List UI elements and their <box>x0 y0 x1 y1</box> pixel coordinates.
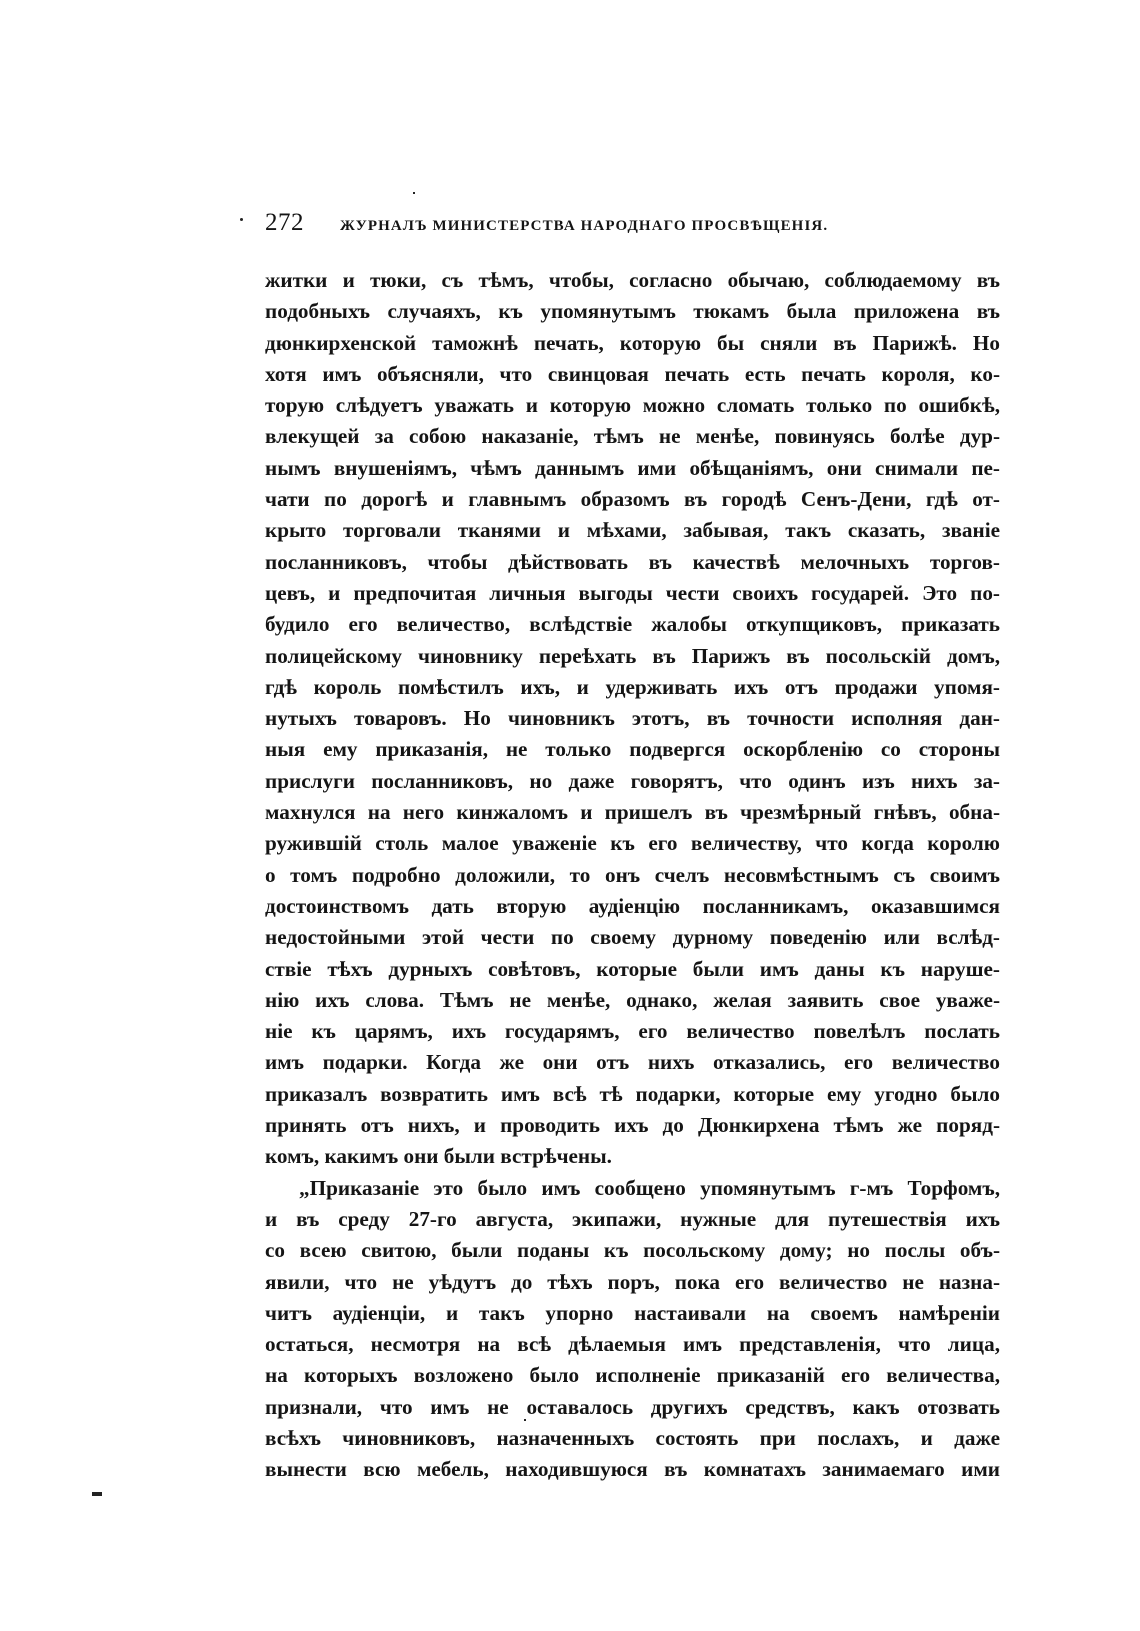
text-line: прислуги посланниковъ, но даже говорятъ, что одинъ изъ нихъ за- <box>265 768 1000 793</box>
text-line: явили, что не уѣдутъ до тѣхъ поръ, пока его величество не назна- <box>265 1269 1000 1294</box>
running-head <box>265 209 1000 239</box>
journal-title: ЖУРНАЛЪ МИНИСТЕРСТВА НАРОДНАГО ПРОСВѢЩЕНІЯ. <box>340 218 829 234</box>
text-line: имъ подарки. Когда же они отъ нихъ отказались, его величество <box>265 1050 1000 1075</box>
scan-speck <box>240 218 243 221</box>
text-line: достоинствомъ дать вторую аудіенцію посланникамъ, оказавшимся <box>265 893 1000 918</box>
text-line: нутыхъ товаровъ. Но чиновникъ этотъ, въ точности исполняя дан- <box>265 706 1000 731</box>
text-line: вынести всю мебель, находившуюся въ комнатахъ занимаемаго ими <box>265 1457 1000 1482</box>
scan-speck <box>524 1419 526 1421</box>
text-line: дюнкирхенской таможнѣ печать, которую бы сняли въ Парижѣ. Но <box>265 330 1000 355</box>
text-line: ніе къ царямъ, ихъ государямъ, его величество повелѣлъ послать <box>265 1019 1000 1044</box>
text-line: ныя ему приказанія, не только подвергся оскорбленію со стороны <box>265 737 1000 762</box>
text-line: крыто торговали тканями и мѣхами, забывая, такъ сказать, званіе <box>265 518 1000 543</box>
text-line: приказалъ возвратить имъ всѣ тѣ подарки, которые ему угодно было <box>265 1081 1000 1106</box>
scan-speck <box>413 192 415 194</box>
text-line: житки и тюки, съ тѣмъ, чтобы, согласно обычаю, соблюдаемому въ <box>265 268 1000 292</box>
text-line: ружившій столь малое уваженіе къ его величеству, что когда королю <box>265 831 1000 856</box>
text-line: и въ среду 27-го августа, экипажи, нужные для путешествія ихъ <box>265 1206 1000 1231</box>
text-line: полицейскому чиновнику переѣхать въ Парижъ въ посольскій домъ, <box>265 643 1000 668</box>
text-line: нію ихъ слова. Тѣмъ не менѣе, однако, желая заявить свое уваже- <box>265 987 1000 1012</box>
text-line: махнулся на него кинжаломъ и пришелъ въ чрезмѣрный гнѣвъ, обна- <box>265 800 1000 825</box>
text-line: со всею свитою, были поданы къ посольскому дому; но послы объ- <box>265 1238 1000 1263</box>
page-number: 272 <box>265 209 304 236</box>
text-line: нымъ внушеніямъ, чѣмъ даннымъ ими обѣщаніямъ, они снимали пе- <box>265 455 1000 480</box>
text-line: недостойными этой чести по своему дурному поведенію или вслѣд- <box>265 925 1000 950</box>
text-line: торую слѣдуетъ уважать и которую можно сломать только по ошибкѣ, <box>265 393 1000 418</box>
text-line: читъ аудіенціи, и такъ упорно настаивали на своемъ намѣреніи <box>265 1300 1000 1325</box>
text-line: комъ, какимъ они были встрѣчены. <box>265 1144 612 1169</box>
text-line: остаться, несмотря на всѣ дѣлаемыя имъ представленія, что лица, <box>265 1332 1000 1357</box>
text-line: всѣхъ чиновниковъ, назначенныхъ состоять при послахъ, и даже <box>265 1425 1000 1450</box>
paragraph-1 <box>265 265 1000 1173</box>
margin-mark <box>92 1492 102 1496</box>
text-line: влекущей за собою наказаніе, тѣмъ не менѣе, повинуясь болѣе дур- <box>265 424 1000 449</box>
text-line: гдѣ король помѣстилъ ихъ, и удерживать ихъ отъ продажи упомя- <box>265 674 1000 699</box>
text-line: принять отъ нихъ, и проводить ихъ до Дюнкирхена тѣмъ же поряд- <box>265 1113 1000 1138</box>
body-text <box>265 265 1000 1486</box>
text-line: признали, что имъ не оставалось другихъ средствъ, какъ отозвать <box>265 1394 1000 1419</box>
text-line: будило его величество, вслѣдствіе жалобы откупщиковъ, приказать <box>265 612 1000 637</box>
text-line: чати по дорогѣ и главнымъ образомъ въ городѣ Сенъ-Дени, гдѣ от- <box>265 487 1000 512</box>
text-line: на которыхъ возложено было исполненіе приказаній его величества, <box>265 1363 1000 1388</box>
text-line: подобныхъ случаяхъ, къ упомянутымъ тюкамъ была приложена въ <box>265 299 1000 324</box>
text-line: ствіе тѣхъ дурныхъ совѣтовъ, которые были имъ даны къ наруше- <box>265 956 1000 981</box>
paragraph-2 <box>265 1173 1000 1486</box>
text-line: „Приказаніе это было имъ сообщено упомянутымъ г-мъ Торфомъ, <box>299 1175 1000 1200</box>
text-line: цевъ, и предпочитая личныя выгоды чести своихъ государей. Это по- <box>265 580 1000 605</box>
text-line: посланниковъ, чтобы дѣйствовать въ качествѣ мелочныхъ торгов- <box>265 549 1000 574</box>
text-line: о томъ подробно доложили, то онъ счелъ несовмѣстнымъ съ своимъ <box>265 862 1000 887</box>
text-line: хотя имъ объясняли, что свинцовая печать есть печать короля, ко- <box>265 361 1000 386</box>
